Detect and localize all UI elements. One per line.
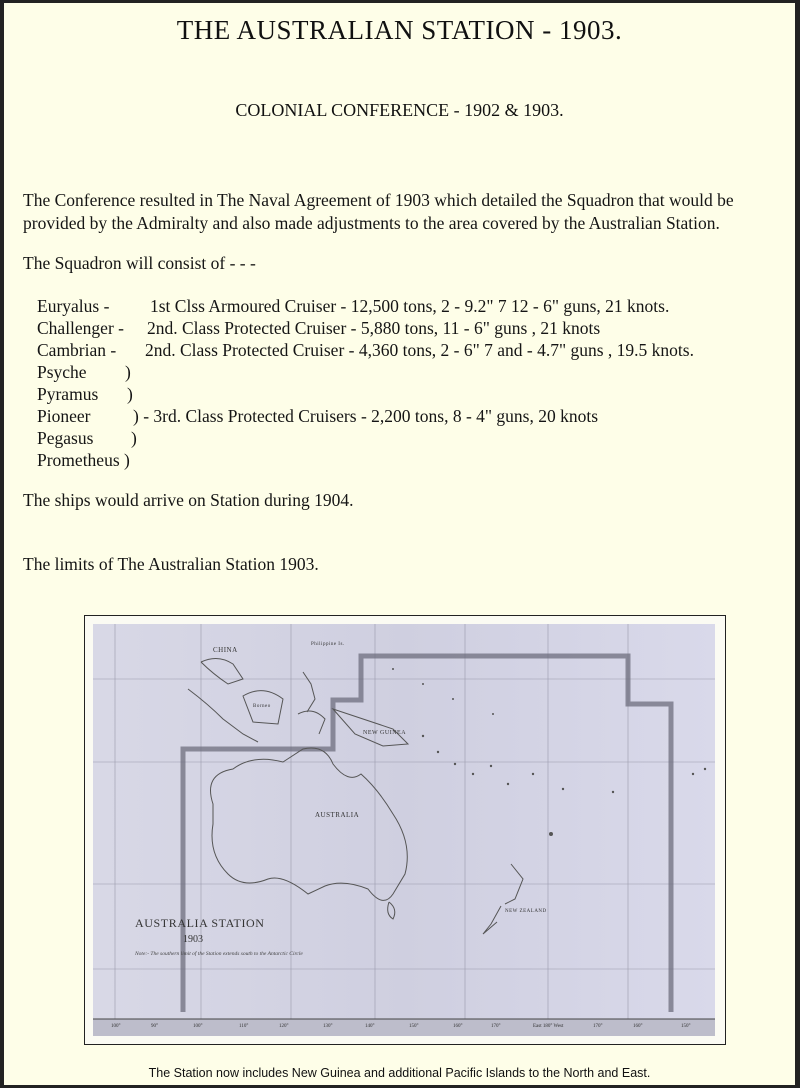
map-label-new-zealand: NEW ZEALAND: [505, 909, 547, 914]
map-label-new-guinea: NEW GUINEA: [363, 730, 407, 736]
figure-caption: The Station now includes New Guinea and additional Pacific Islands to the North and East.: [148, 1066, 651, 1080]
ship-bracket: ): [127, 384, 133, 404]
map-scale-label: 110°: [239, 1024, 249, 1029]
map-frame: [84, 615, 726, 1045]
ship-name: Euryalus -: [37, 296, 110, 316]
ship-name: Cambrian -: [37, 340, 117, 360]
intro-line-2: provided by the Admiralty and also made adjustments to the area covered by the Australian Station.: [23, 213, 720, 233]
intro-line-1: The Conference resulted in The Naval Agreement of 1903 which detailed the Squadron that would be: [23, 190, 734, 210]
page-subtitle: COLONIAL CONFERENCE - 1902 & 1903.: [235, 100, 564, 120]
map-note: Note:- The southern limit of the Station extends south to the Antarctic Circle: [135, 951, 303, 957]
map-scale-label: 100°: [111, 1024, 121, 1029]
squadron-intro: The Squadron will consist of - - -: [23, 253, 256, 273]
map-graphic: [93, 624, 715, 1036]
map-station-label: AUSTRALIA STATION: [135, 916, 265, 930]
map-scale-label: 120°: [279, 1024, 289, 1029]
album-page: [4, 3, 795, 1085]
map-scale-label: 140°: [365, 1024, 375, 1029]
ship-name: Pyramus: [37, 384, 99, 404]
ship-name: Psyche: [37, 362, 87, 382]
ship-detail: ) - 3rd. Class Protected Cruisers - 2,200 tons, 8 - 4" guns, 20 knots: [133, 406, 599, 426]
ship-detail: 1st Clss Armoured Cruiser - 12,500 tons, 2 - 9.2" 7 12 - 6" guns, 21 knots.: [150, 296, 670, 316]
ship-bracket: ): [125, 362, 131, 382]
map-year-label: 1903: [183, 934, 203, 945]
ship-detail: 2nd. Class Protected Cruiser - 5,880 tons, 11 - 6" guns , 21 knots: [147, 318, 601, 338]
map-label-china: CHINA: [213, 646, 238, 654]
map-scale-label: 150°: [681, 1024, 691, 1029]
map-scale-label: 170°: [491, 1024, 501, 1029]
ship-name: Prometheus ): [37, 450, 130, 470]
map-label-australia: AUSTRALIA: [315, 811, 360, 819]
map-scale-label: 100°: [193, 1024, 203, 1029]
map-scale-label: 160°: [633, 1024, 643, 1029]
map-scale-label: 170°: [593, 1024, 603, 1029]
ship-detail: 2nd. Class Protected Cruiser - 4,360 tons, 2 - 6" 7 and - 4.7" guns , 19.5 knots.: [145, 340, 694, 360]
map-label-philippines: Philippine Is.: [311, 642, 345, 647]
station-map: [93, 624, 715, 1036]
ship-name: Pegasus: [37, 428, 94, 448]
map-scale-label: 130°: [323, 1024, 333, 1029]
map-scale-label: 160°: [453, 1024, 463, 1029]
intro-paragraph: [23, 189, 793, 235]
map-scale-label: 150°: [409, 1024, 419, 1029]
ship-name: Pioneer: [37, 406, 91, 426]
ship-bracket: ): [131, 428, 137, 448]
map-scale-label: 90°: [151, 1024, 158, 1029]
ship-name: Challenger -: [37, 318, 124, 338]
arrival-text: The ships would arrive on Station during 1904.: [23, 490, 354, 510]
limits-text: The limits of The Australian Station 1903.: [23, 554, 319, 574]
map-label-borneo: Borneo: [253, 704, 271, 709]
page-title: THE AUSTRALIAN STATION - 1903.: [176, 15, 623, 45]
map-scale-label: East 180° West: [533, 1024, 564, 1029]
